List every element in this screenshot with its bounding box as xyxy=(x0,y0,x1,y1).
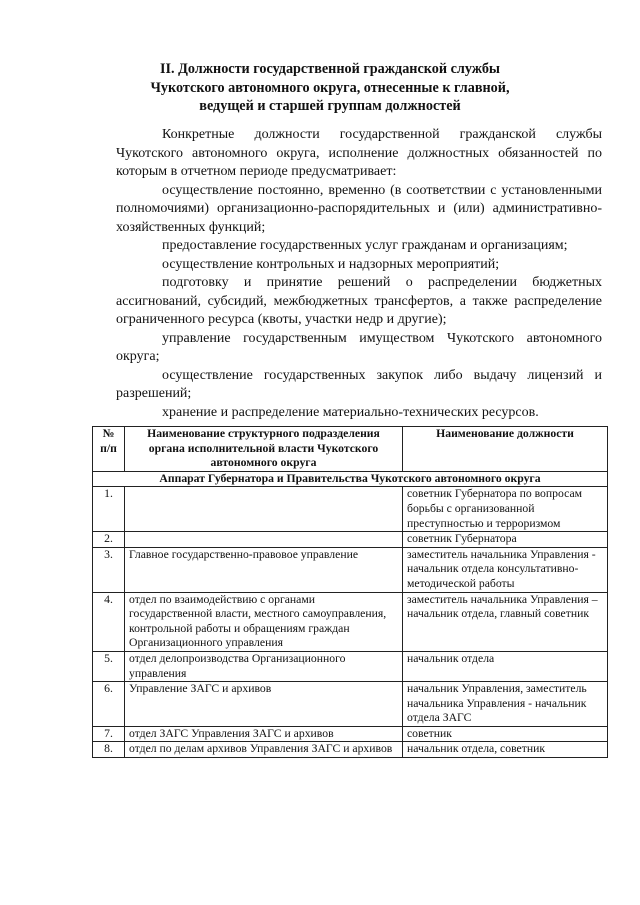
list-item xyxy=(116,330,602,367)
table-row xyxy=(93,592,608,651)
table-row xyxy=(93,532,608,548)
heading-line: Чукотского автономного округа, отнесенные к главной, xyxy=(150,79,510,96)
header-position: Наименование должности xyxy=(403,427,608,472)
table-row xyxy=(93,547,608,592)
row-unit: отдел по делам архивов Управления ЗАГС и архивов xyxy=(125,742,403,758)
row-position: начальник Управления, заместитель начальника Управления - начальник отдела ЗАГС xyxy=(403,682,608,727)
list-item xyxy=(116,182,602,238)
table-section-row xyxy=(93,471,608,487)
positions-table xyxy=(92,426,608,758)
row-number: 2. xyxy=(93,532,125,548)
intro-text: Конкретные должности государственной гражданской службы Чукотского автономного округа, исполнение должностных обязанностей по которым в отчетном периоде предусматривает: xyxy=(116,127,602,179)
list-item-text: подготовку и принятие решений о распределении бюджетных ассигнований, субсидий, межбюджетных трансфертов, а также распределение ограниченного ресурса (квоты, участки недр и другие); xyxy=(116,275,602,327)
row-position: заместитель начальника Управления – начальник отдела, главный советник xyxy=(403,592,608,651)
row-position: советник Губернатора по вопросам борьбы с организованной преступностью и терроризмом xyxy=(403,487,608,532)
header-number: № п/п xyxy=(93,427,125,472)
section-title: Аппарат Губернатора и Правительства Чукотского автономного округа xyxy=(93,471,608,487)
table-row xyxy=(93,487,608,532)
row-position: заместитель начальника Управления - начальник отдела консультативно-методической работы xyxy=(403,547,608,592)
table-row xyxy=(93,726,608,742)
list-item xyxy=(116,274,602,330)
header-unit: Наименование структурного подразделения органа исполнительной власти Чукотского автономного округа xyxy=(125,427,403,472)
list-item xyxy=(116,367,602,404)
row-number: 7. xyxy=(93,726,125,742)
row-position: советник Губернатора xyxy=(403,532,608,548)
section-heading xyxy=(60,60,600,116)
row-number: 5. xyxy=(93,651,125,681)
table-header-row xyxy=(93,427,608,472)
list-item-text: управление государственным имуществом Чукотского автономного округа; xyxy=(116,330,602,364)
heading-line: II. Должности государственной гражданской службы xyxy=(159,61,501,77)
row-position: начальник отдела, советник xyxy=(403,742,608,758)
row-unit: Управление ЗАГС и архивов xyxy=(125,682,403,727)
table-row xyxy=(93,682,608,727)
row-number: 8. xyxy=(93,742,125,758)
row-number: 4. xyxy=(93,592,125,651)
row-unit xyxy=(125,487,403,532)
list-item xyxy=(116,256,602,275)
row-number: 6. xyxy=(93,682,125,727)
list-item-text: предоставление государственных услуг гражданам и организациям; xyxy=(162,238,568,253)
heading-line: ведущей и старшей группам должностей xyxy=(199,98,461,114)
row-unit: отдел делопроизводства Организационного управления xyxy=(125,651,403,681)
row-number: 1. xyxy=(93,487,125,532)
row-unit: отдел по взаимодействию с органами государственной власти, местного самоуправления, контрольной работы и обращениям граждан Организационного управления xyxy=(125,592,403,651)
table-row xyxy=(93,651,608,681)
list-item xyxy=(116,404,602,423)
row-unit xyxy=(125,532,403,548)
row-position: советник xyxy=(403,726,608,742)
list-item-text: хранение и распределение материально-технических ресурсов. xyxy=(162,404,539,420)
table-row xyxy=(93,742,608,758)
list-item xyxy=(116,237,602,256)
list-item-text: осуществление контрольных и надзорных мероприятий; xyxy=(162,256,500,272)
list-item-text: осуществление постоянно, временно (в соответствии с установленными полномочиями) организационно-распорядительных и (или) административно-хозяйственных функций; xyxy=(116,182,602,235)
row-position: начальник отдела xyxy=(403,651,608,681)
row-unit: отдел ЗАГС Управления ЗАГС и архивов xyxy=(125,726,403,742)
list-item-text: осуществление государственных закупок либо выдачу лицензий и разрешений; xyxy=(116,367,602,401)
body-text xyxy=(116,126,602,422)
row-number: 3. xyxy=(93,547,125,592)
intro-paragraph xyxy=(116,126,602,182)
row-unit: Главное государственно-правовое управление xyxy=(125,547,403,592)
